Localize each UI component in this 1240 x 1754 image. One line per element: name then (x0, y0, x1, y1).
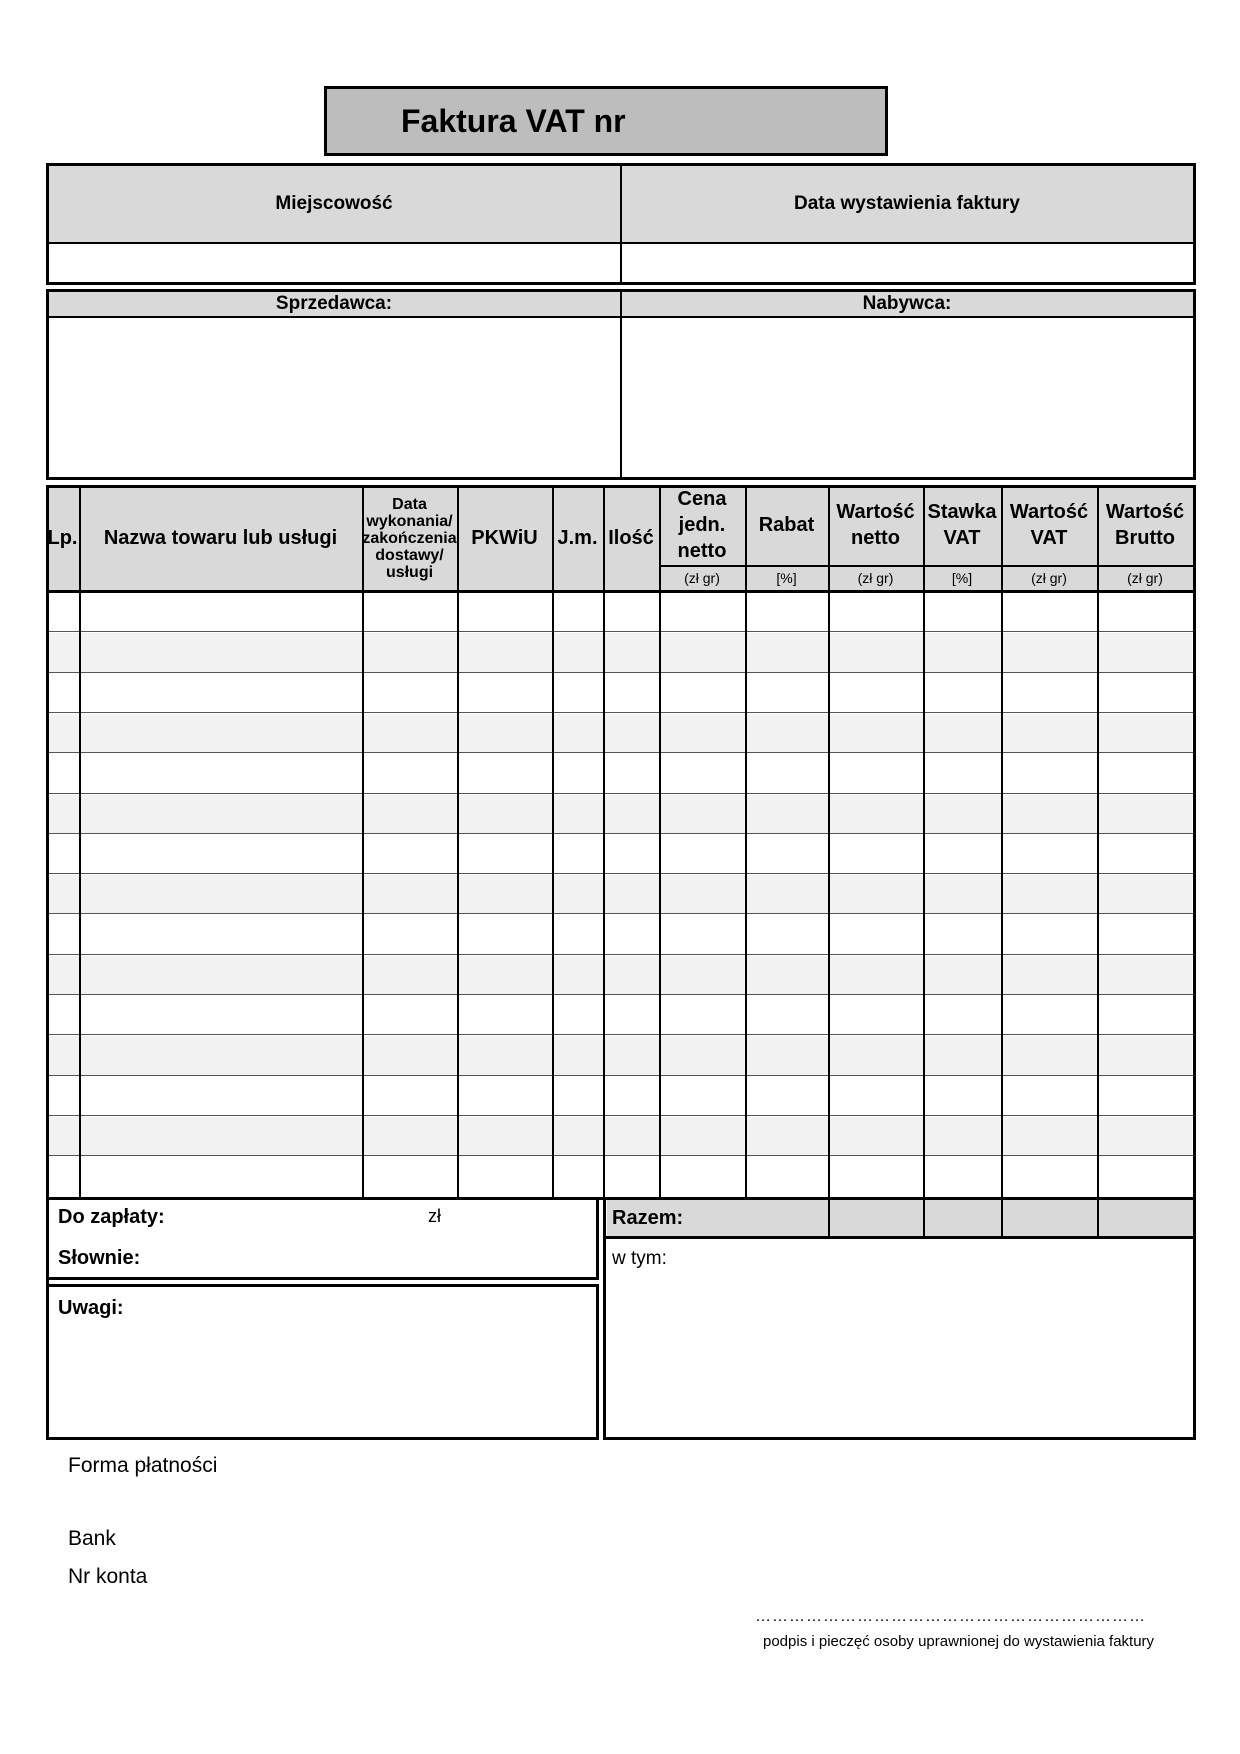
buyer-field[interactable] (621, 318, 1193, 478)
column-header-line: VAT (943, 527, 981, 549)
account-number-label: Nr konta (68, 1565, 148, 1588)
column-header-line: Brutto (1115, 527, 1175, 549)
column-header-line: usługi (385, 563, 434, 581)
table-row[interactable] (48, 1117, 1192, 1155)
bank-label: Bank (68, 1527, 116, 1550)
buyer-header (621, 291, 1193, 316)
table-row[interactable] (48, 593, 1192, 631)
column-header-label: Lp. (47, 527, 78, 549)
date-field[interactable] (621, 243, 1193, 283)
in-words-label: Słownie: (58, 1247, 141, 1269)
column-header-line: wykonania/ (366, 512, 453, 530)
column-unit-11: (zł gr) (1127, 570, 1163, 586)
table-row[interactable] (48, 1157, 1192, 1195)
column-header-9 (923, 485, 1001, 565)
date-label: Data wystawienia faktury (794, 193, 1020, 214)
column-header-line: zakończenia (362, 529, 457, 547)
column-header-label: J.m. (557, 527, 598, 549)
column-header-11 (1097, 485, 1193, 565)
table-row[interactable] (48, 1036, 1192, 1074)
table-row[interactable] (48, 875, 1192, 913)
column-header-5 (603, 485, 659, 591)
column-header-label: Ilość (608, 527, 654, 549)
date-header (621, 165, 1193, 243)
including-label: w tym: (612, 1248, 667, 1269)
column-header-3 (457, 485, 552, 591)
column-header-label: Nazwa towaru lub usługi (103, 527, 338, 549)
column-header-line: netto (851, 527, 900, 549)
place-header (47, 165, 621, 243)
column-unit-8: (zł gr) (857, 570, 894, 586)
total-value-cell[interactable] (747, 1199, 828, 1237)
column-header-line: jedn. (678, 514, 726, 536)
table-row[interactable] (48, 835, 1192, 873)
including-field[interactable] (612, 1278, 1187, 1433)
seller-header (47, 291, 621, 316)
column-header-line: VAT (1030, 527, 1068, 549)
table-row[interactable] (48, 956, 1192, 994)
table-row[interactable] (48, 795, 1192, 833)
buyer-label: Nabywca: (862, 292, 952, 314)
total-label: Razem: (612, 1207, 684, 1229)
column-header-line: dostawy/ (375, 546, 444, 564)
column-header-10 (1001, 485, 1097, 565)
column-header-line: Stawka (927, 501, 997, 523)
total-value-cell[interactable] (925, 1199, 1001, 1237)
column-header-line: Cena (677, 488, 727, 510)
in-words-field[interactable] (160, 1242, 590, 1274)
column-header-label: PKWiU (471, 527, 538, 549)
column-header-line: Data (392, 495, 427, 513)
column-header-line: netto (677, 540, 727, 562)
column-header-8 (828, 485, 923, 565)
table-row[interactable] (48, 996, 1192, 1034)
table-row[interactable] (48, 754, 1192, 792)
currency-label: zł (428, 1206, 441, 1226)
column-unit-7: [%] (776, 570, 797, 586)
signature-line: …………………………………………………………… (755, 1608, 1146, 1625)
title-box (324, 86, 888, 156)
notes-field[interactable] (58, 1325, 588, 1435)
column-unit-9: [%] (951, 570, 973, 586)
notes-label: Uwagi: (58, 1297, 124, 1319)
column-header-1 (79, 485, 362, 591)
seller-field[interactable] (47, 318, 621, 478)
column-header-line: Wartość (836, 501, 915, 523)
table-row[interactable] (48, 674, 1192, 712)
place-field[interactable] (47, 243, 621, 283)
total-value-cell[interactable] (830, 1199, 923, 1237)
table-row[interactable] (48, 1077, 1192, 1115)
seller-label: Sprzedawca: (275, 292, 393, 314)
column-unit-10: (zł gr) (1031, 570, 1067, 586)
signature-caption: podpis i pieczęć osoby uprawnionej do wystawienia faktury (763, 1633, 1155, 1650)
total-value-cell[interactable] (1003, 1199, 1097, 1237)
column-header-0 (46, 485, 79, 591)
column-header-2 (362, 485, 457, 591)
payment-form-label: Forma płatności (68, 1454, 218, 1477)
to-pay-field[interactable] (205, 1202, 415, 1232)
place-label: Miejscowość (275, 193, 393, 214)
to-pay-label: Do zapłaty: (58, 1206, 165, 1228)
column-unit-6: (zł gr) (684, 570, 720, 586)
invoice-title: Faktura VAT nr (401, 103, 626, 139)
column-header-line: Wartość (1009, 501, 1089, 523)
column-header-4 (552, 485, 603, 591)
total-value-cell[interactable] (1099, 1199, 1193, 1237)
table-row[interactable] (48, 633, 1192, 671)
column-header-6 (659, 485, 745, 565)
column-header-line: Wartość (1105, 501, 1185, 523)
column-header-7 (745, 485, 828, 565)
table-row[interactable] (48, 915, 1192, 953)
table-row[interactable] (48, 714, 1192, 752)
column-header-label: Rabat (758, 514, 815, 536)
